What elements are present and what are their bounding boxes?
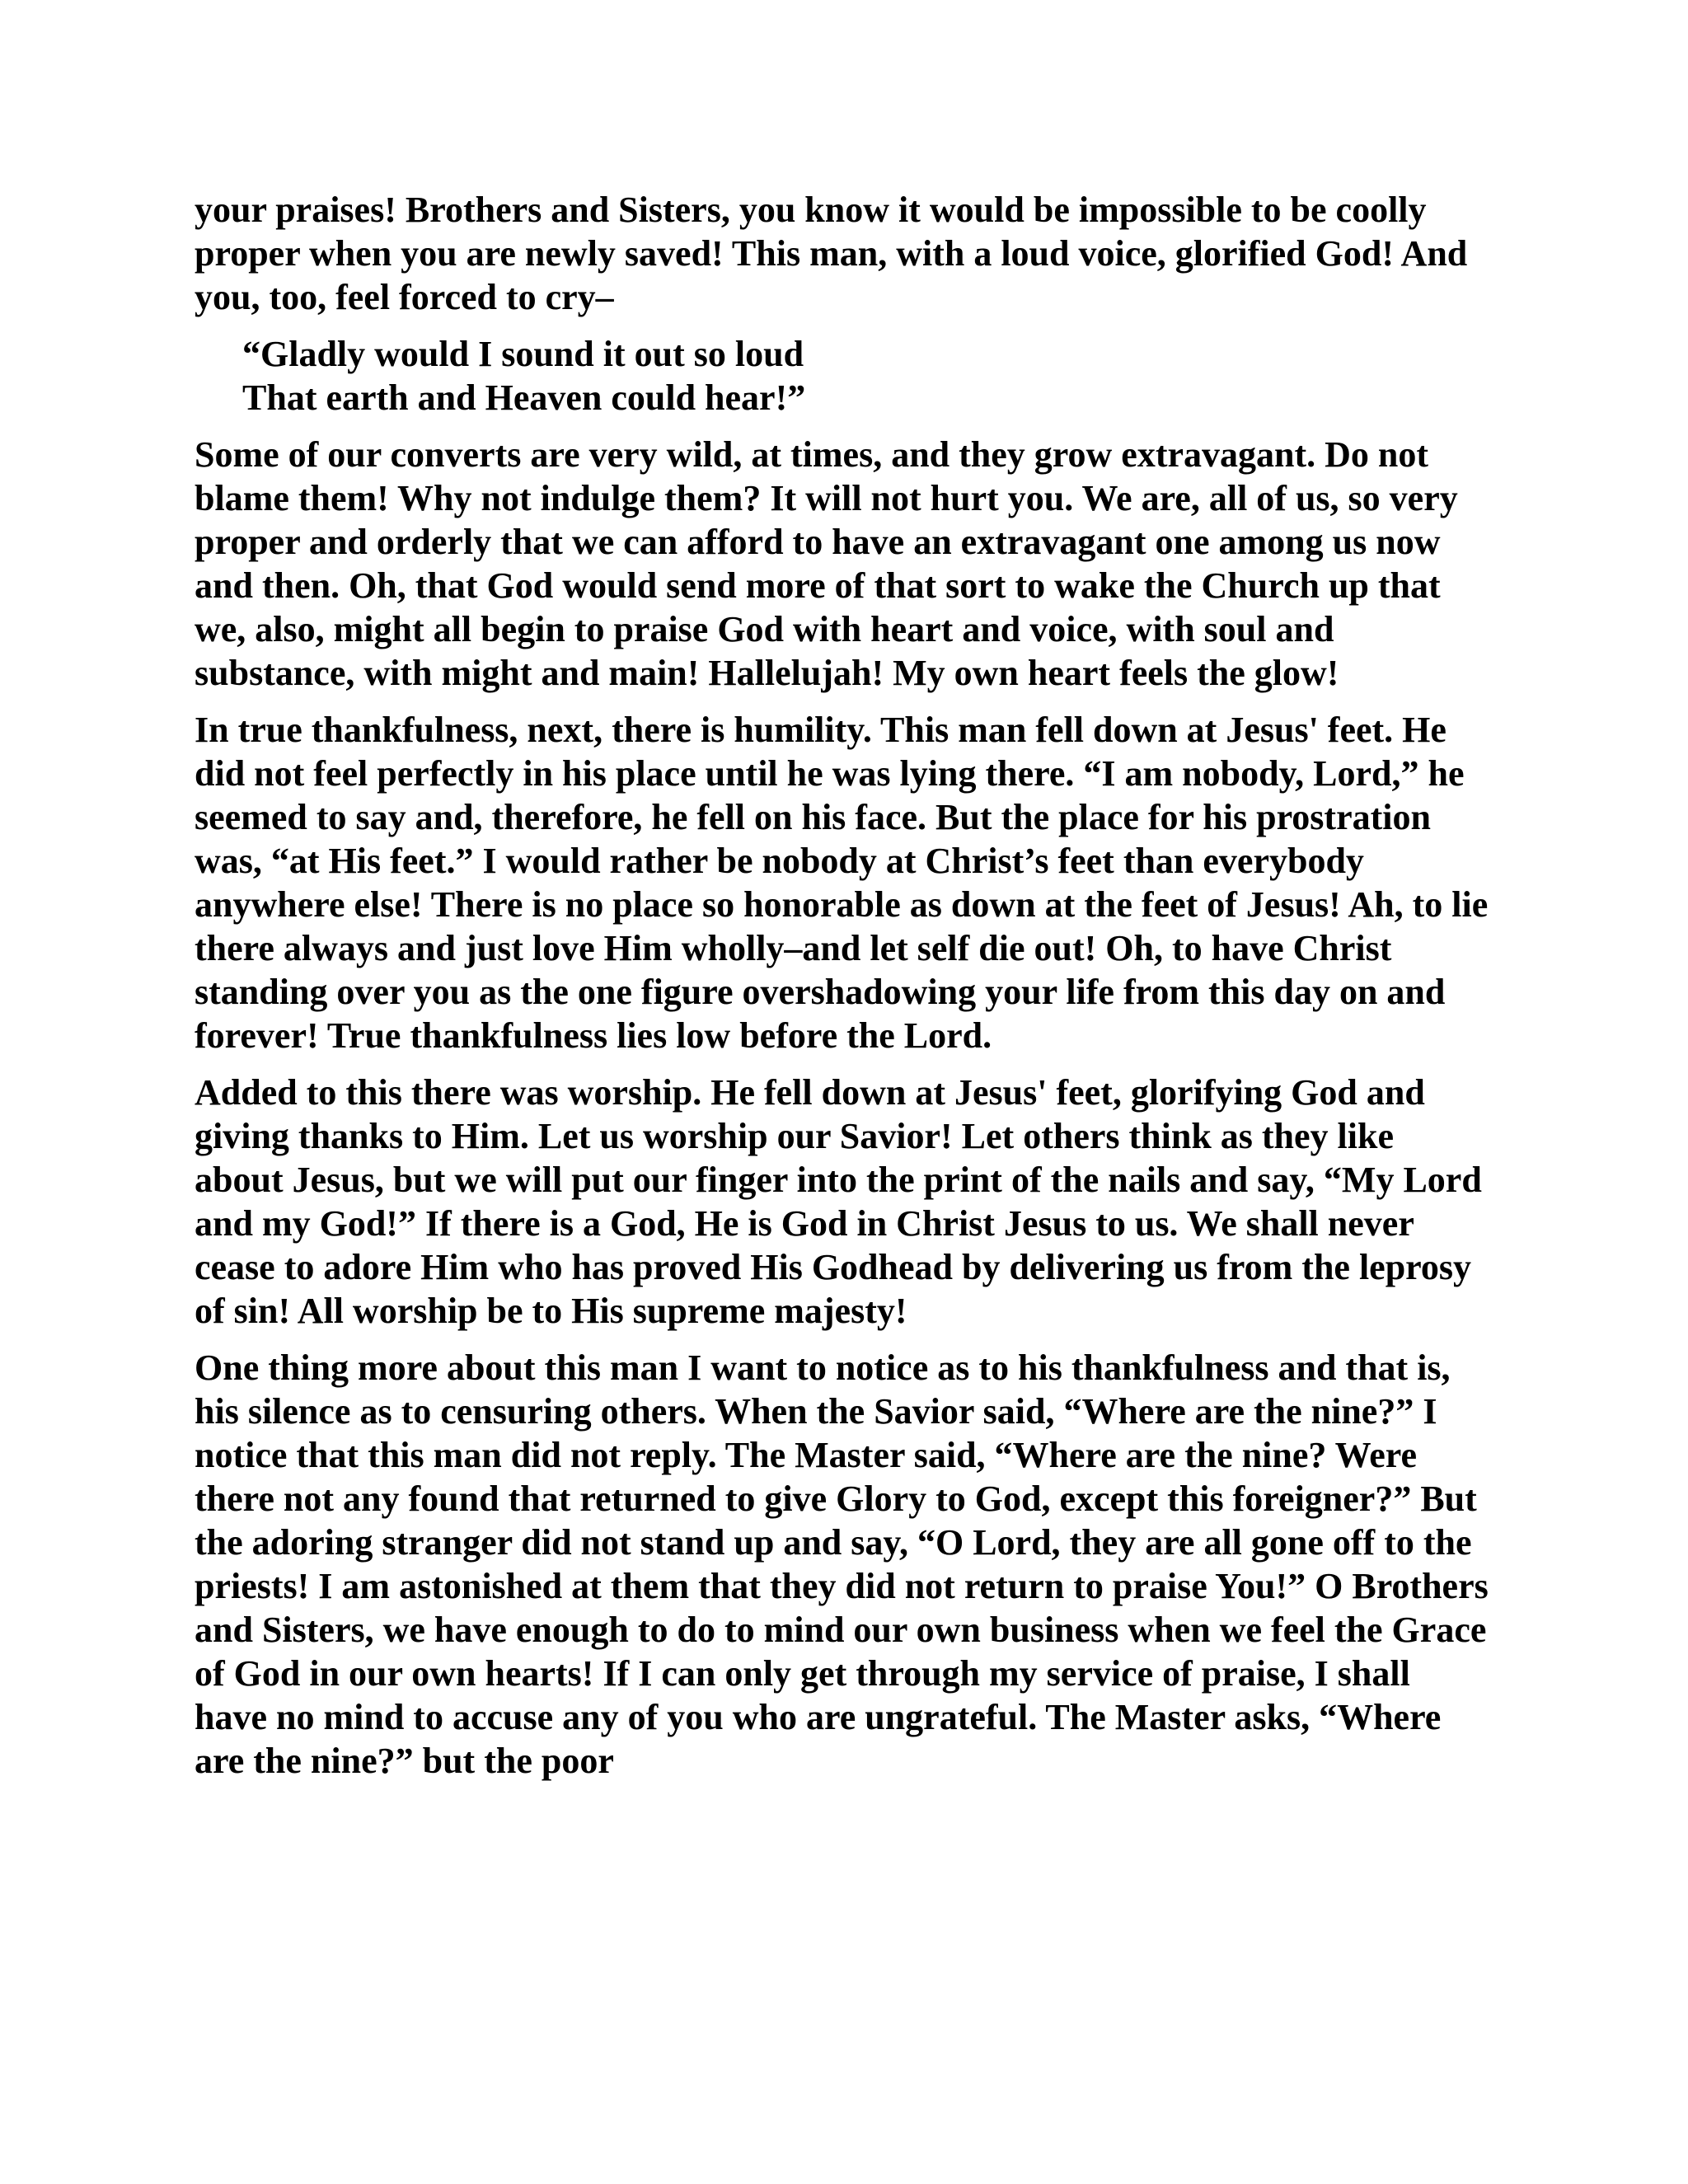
paragraph-1: your praises! Brothers and Sisters, you know it would be impossible to be coolly proper when you are newly saved! This man, with a loud voice, glorified God! And you, too, feel forced to cry– <box>195 190 1468 317</box>
paragraph-2: Some of our converts are very wild, at times, and they grow extravagant. Do not blame them! Why not indulge them? It will not hurt you. We are, all of us, so very proper and orderly that we can afford to have an extravagant one among us now and then. Oh, that God would send more of that sort to wake the Church up that we, also, might all begin to praise God with heart and voice, with soul and substance, with might and main! Hallelujah! My own heart feels the glow! <box>195 434 1458 693</box>
verse-line-1: “Gladly would I sound it out so loud <box>242 334 804 374</box>
verse-quote <box>242 332 1489 419</box>
paragraph-4: Added to this there was worship. He fell down at Jesus' feet, glorifying God and giving thanks to Him. Let us worship our Savior! Let others think as they like about Jesus, but we will put our finger into the print of the nails and say, “My Lord and my God!” If there is a God, He is God in Christ Jesus to us. We shall never cease to adore Him who has proved His Godhead by delivering us from the leprosy of sin! All worship be to His supreme majesty! <box>195 1072 1482 1331</box>
body-text <box>195 188 1489 1796</box>
verse-line-2: That earth and Heaven could hear!” <box>242 377 806 418</box>
paragraph-3: In true thankfulness, next, there is humility. This man fell down at Jesus' feet. He did not feel perfectly in his place until he was lying there. “I am nobody, Lord,” he seemed to say and, therefore, he fell on his face. But the place for his prostration was, “at His feet.” I would rather be nobody at Christ’s feet than everybody anywhere else! There is no place so honorable as down at the feet of Jesus! Ah, to lie there always and just love Him wholly–and let self die out! Oh, to have Christ standing over you as the one figure overshadowing your life from this day on and forever! True thankfulness lies low before the Lord. <box>195 710 1489 1056</box>
paragraph-5: One thing more about this man I want to notice as to his thankfulness and that is, his silence as to censuring others. When the Savior said, “Where are the nine?” I notice that this man did not reply. The Master said, “Where are the nine? Were there not any found that returned to give Glory to God, except this foreigner?” But the adoring stranger did not stand up and say, “O Lord, they are all gone off to the priests! I am astonished at them that they did not return to praise You!” O Brothers and Sisters, we have enough to do to mind our own business when we feel the Grace of God in our own hearts! If I can only get through my service of praise, I shall have no mind to accuse any of you who are ungrateful. The Master asks, “Where are the nine?” but the poor <box>195 1347 1489 1781</box>
